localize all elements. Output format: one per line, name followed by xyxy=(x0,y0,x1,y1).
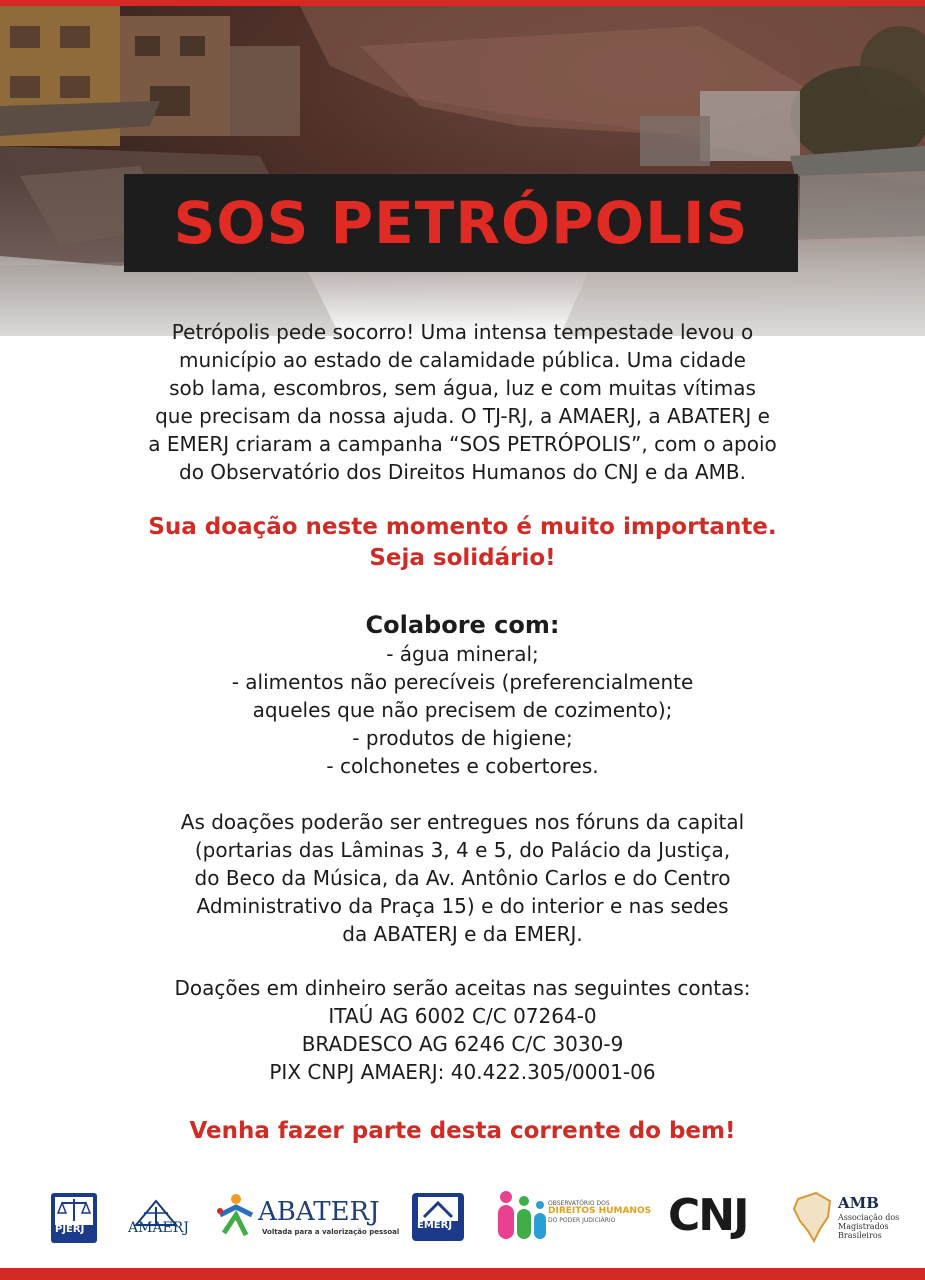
delivery-line: do Beco da Música, da Av. Antônio Carlos e do Centro xyxy=(194,866,731,890)
delivery-line: Administrativo da Praça 15) e do interior e nas sedes xyxy=(196,894,729,918)
title-banner xyxy=(124,174,798,272)
intro-line: sob lama, escombros, sem água, luz e com muitas vítimas xyxy=(169,376,756,400)
delivery-info xyxy=(60,808,865,948)
landslide-illustration xyxy=(0,6,925,336)
direitos-humanos-logo-icon xyxy=(494,1180,550,1250)
amb-sub-line: Magistrados xyxy=(838,1222,889,1231)
abaterj-tagline: Voltada para a valorização pessoal xyxy=(262,1228,400,1236)
amb-label: AMB xyxy=(838,1194,879,1212)
dh-line1: OBSERVATÓRIO DOS xyxy=(548,1200,610,1207)
amb-map-icon xyxy=(790,1180,836,1250)
pjerj-label: PJERJ xyxy=(55,1224,85,1235)
bottom-red-bar xyxy=(0,1268,925,1280)
intro-line: a EMERJ criaram a campanha “SOS PETRÓPOLIS”, com o apoio xyxy=(148,432,777,456)
account-line: PIX CNPJ AMAERJ: 40.422.305/0001-06 xyxy=(269,1060,656,1084)
delivery-line: da ABATERJ e da EMERJ. xyxy=(342,922,583,946)
donation-appeal xyxy=(60,512,865,574)
account-line: ITAÚ AG 6002 C/C 07264-0 xyxy=(328,1004,597,1028)
delivery-line: As doações poderão ser entregues nos fóruns da capital xyxy=(180,810,745,834)
closing-message: Venha fazer parte desta corrente do bem! xyxy=(189,1118,736,1144)
account-line: BRADESCO AG 6246 C/C 3030-9 xyxy=(301,1032,624,1056)
delivery-line: (portarias das Lâminas 3, 4 e 5, do Palácio da Justiça, xyxy=(194,838,731,862)
amaerj-logo-icon xyxy=(132,1180,180,1250)
list-item: - produtos de higiene; xyxy=(352,726,573,750)
intro-line: município ao estado de calamidade pública. Uma cidade xyxy=(179,348,746,372)
amaerj-label: AMAERJ xyxy=(128,1220,189,1236)
sponsor-logos xyxy=(0,1180,925,1250)
list-item: - água mineral; xyxy=(386,642,539,666)
abaterj-logo-icon xyxy=(214,1180,258,1250)
dh-line2: DIREITOS HUMANOS xyxy=(548,1206,652,1216)
cnj-logo: CNJ xyxy=(668,1190,748,1241)
appeal-line: Sua doação neste momento é muito importante. xyxy=(148,514,777,540)
hero-photo-landslide xyxy=(0,6,925,336)
amb-sub-line: Associação dos xyxy=(838,1213,900,1222)
money-donations xyxy=(60,974,865,1086)
intro-paragraph xyxy=(60,318,865,486)
abaterj-label: ABATERJ xyxy=(258,1197,380,1227)
list-item: - alimentos não perecíveis (preferencialmente xyxy=(231,670,694,694)
money-heading: Doações em dinheiro serão aceitas nas seguintes contas: xyxy=(174,976,751,1000)
appeal-line: Seja solidário! xyxy=(369,545,556,571)
intro-line: que precisam da nossa ajuda. O TJ-RJ, a AMAERJ, a ABATERJ e xyxy=(155,404,770,428)
amb-sub-line: Brasileiros xyxy=(838,1231,882,1240)
emerj-logo-icon xyxy=(410,1180,466,1250)
pjerj-logo-icon xyxy=(50,1180,100,1250)
amb-subtitle xyxy=(838,1213,899,1240)
list-item: - colchonetes e cobertores. xyxy=(326,754,599,778)
intro-line: do Observatório dos Direitos Humanos do CNJ e da AMB. xyxy=(179,460,746,484)
collab-heading: Colabore com: xyxy=(365,611,560,639)
emerj-label: EMERJ xyxy=(417,1220,453,1231)
list-item: aqueles que não precisem de cozimento); xyxy=(252,698,673,722)
intro-line: Petrópolis pede socorro! Uma intensa tempestade levou o xyxy=(171,320,754,344)
poster-title: SOS PETRÓPOLIS xyxy=(173,189,749,257)
collab-list xyxy=(60,640,865,780)
dh-line3: DO PODER JUDICIÁRIO xyxy=(548,1217,616,1224)
